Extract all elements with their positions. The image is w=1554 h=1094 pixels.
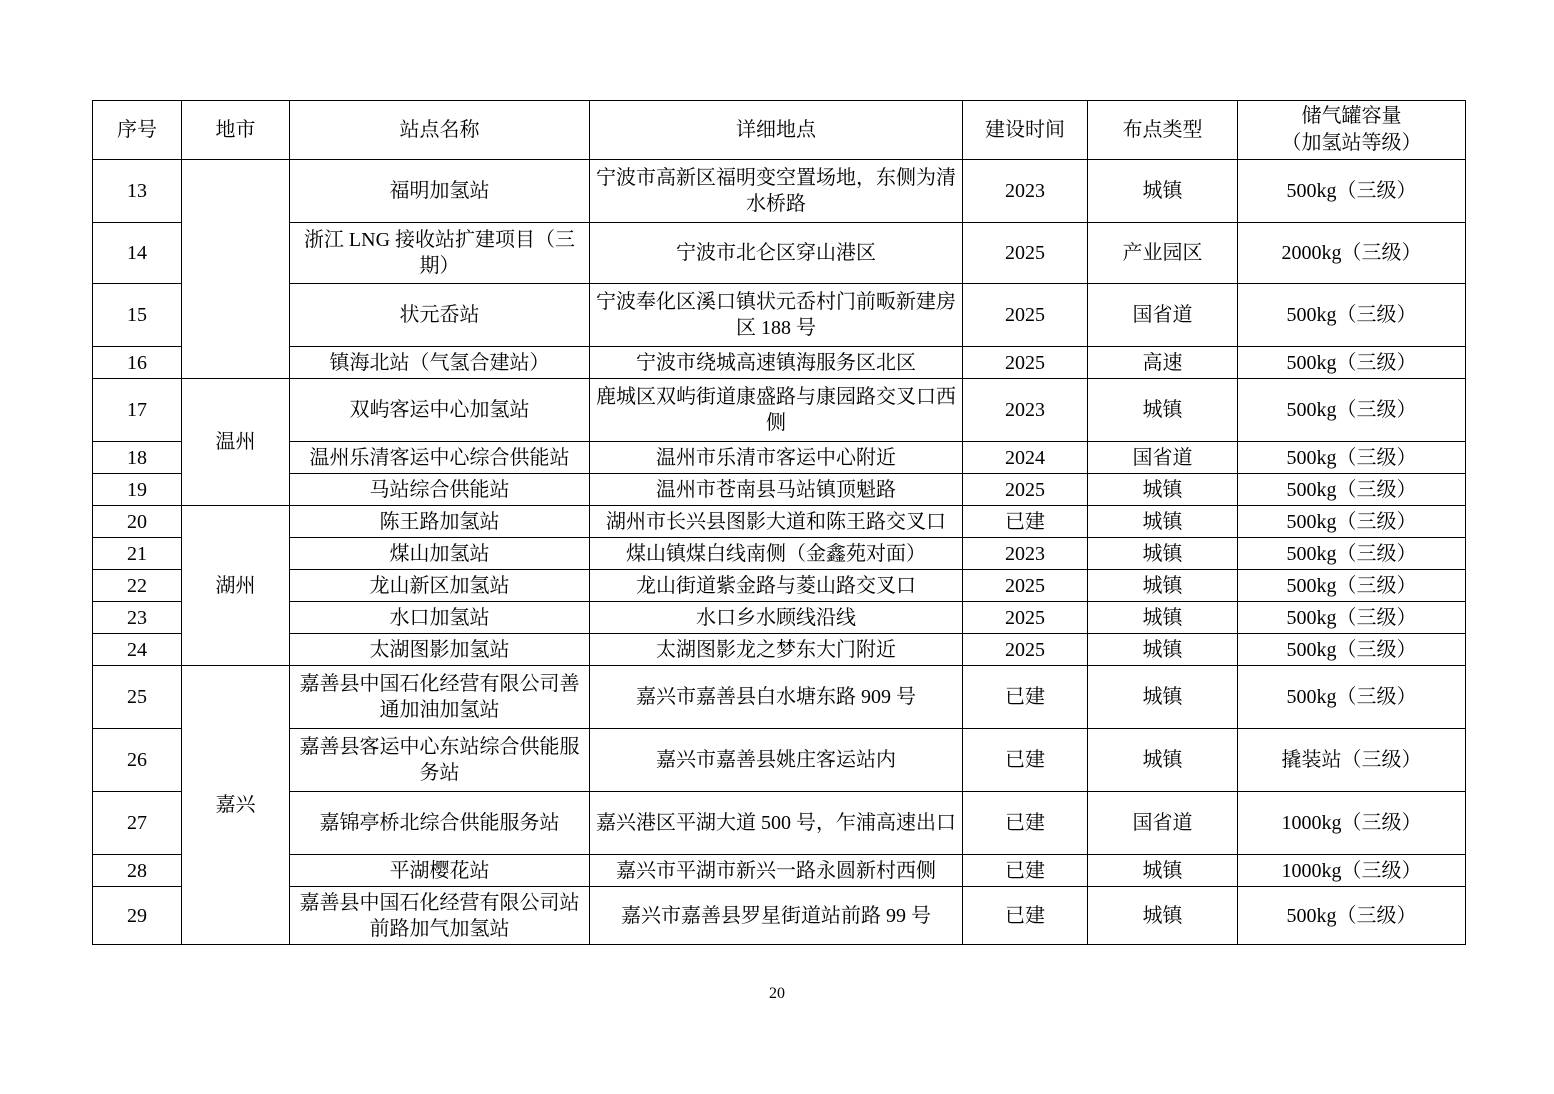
cell-station: 嘉善县客运中心东站综合供能服务站	[290, 729, 590, 792]
cell-station: 水口加氢站	[290, 602, 590, 634]
cell-seq: 13	[93, 160, 182, 223]
table-row	[93, 634, 1466, 666]
header-capacity-line2: （加氢站等级）	[1281, 132, 1422, 154]
cell-year: 已建	[963, 506, 1088, 538]
cell-year: 已建	[963, 729, 1088, 792]
cell-city-jiaxing: 嘉兴	[182, 666, 290, 945]
cell-address: 水口乡水顾线沿线	[590, 602, 963, 634]
cell-year: 已建	[963, 666, 1088, 729]
cell-address: 太湖图影龙之梦东大门附近	[590, 634, 963, 666]
cell-capacity: 500kg（三级）	[1238, 284, 1466, 347]
cell-station: 龙山新区加氢站	[290, 570, 590, 602]
cell-address: 宁波市北仑区穿山港区	[590, 223, 963, 284]
cell-station: 陈王路加氢站	[290, 506, 590, 538]
cell-type: 城镇	[1088, 602, 1238, 634]
cell-year: 2024	[963, 442, 1088, 474]
header-city: 地市	[182, 101, 290, 160]
cell-type: 国省道	[1088, 792, 1238, 855]
cell-seq: 22	[93, 570, 182, 602]
cell-type: 城镇	[1088, 634, 1238, 666]
cell-station: 状元岙站	[290, 284, 590, 347]
cell-type: 城镇	[1088, 538, 1238, 570]
table-row	[93, 887, 1466, 945]
cell-address: 宁波市高新区福明变空置场地，东侧为清水桥路	[590, 160, 963, 223]
cell-capacity: 500kg（三级）	[1238, 379, 1466, 442]
cell-type: 高速	[1088, 347, 1238, 379]
cell-seq: 28	[93, 855, 182, 887]
hydrogen-station-table	[92, 100, 1466, 945]
cell-capacity: 500kg（三级）	[1238, 602, 1466, 634]
cell-year: 2023	[963, 538, 1088, 570]
cell-station: 双屿客运中心加氢站	[290, 379, 590, 442]
table-row	[93, 347, 1466, 379]
cell-address: 鹿城区双屿街道康盛路与康园路交叉口西侧	[590, 379, 963, 442]
cell-capacity: 2000kg（三级）	[1238, 223, 1466, 284]
cell-capacity: 500kg（三级）	[1238, 634, 1466, 666]
cell-seq: 19	[93, 474, 182, 506]
cell-capacity: 500kg（三级）	[1238, 474, 1466, 506]
cell-capacity: 500kg（三级）	[1238, 442, 1466, 474]
cell-seq: 29	[93, 887, 182, 945]
cell-station: 马站综合供能站	[290, 474, 590, 506]
table-row	[93, 729, 1466, 792]
table-row	[93, 442, 1466, 474]
table-row	[93, 666, 1466, 729]
cell-capacity: 500kg（三级）	[1238, 666, 1466, 729]
cell-year: 2025	[963, 634, 1088, 666]
table-row	[93, 538, 1466, 570]
cell-year: 2025	[963, 347, 1088, 379]
cell-seq: 21	[93, 538, 182, 570]
table-row	[93, 474, 1466, 506]
cell-type: 城镇	[1088, 379, 1238, 442]
cell-address: 嘉兴市嘉善县白水塘东路 909 号	[590, 666, 963, 729]
cell-type: 城镇	[1088, 474, 1238, 506]
cell-address: 嘉兴港区平湖大道 500 号，乍浦高速出口	[590, 792, 963, 855]
cell-seq: 18	[93, 442, 182, 474]
cell-address: 煤山镇煤白线南侧（金鑫苑对面）	[590, 538, 963, 570]
table-row	[93, 284, 1466, 347]
cell-seq: 15	[93, 284, 182, 347]
cell-type: 城镇	[1088, 570, 1238, 602]
header-type: 布点类型	[1088, 101, 1238, 160]
table-header-row	[93, 101, 1466, 160]
table-row	[93, 506, 1466, 538]
cell-station: 煤山加氢站	[290, 538, 590, 570]
cell-type: 城镇	[1088, 506, 1238, 538]
table-row	[93, 602, 1466, 634]
header-capacity	[1238, 101, 1466, 160]
cell-capacity: 500kg（三级）	[1238, 538, 1466, 570]
cell-year: 2025	[963, 284, 1088, 347]
header-station: 站点名称	[290, 101, 590, 160]
cell-address: 龙山街道紫金路与菱山路交叉口	[590, 570, 963, 602]
cell-year: 已建	[963, 792, 1088, 855]
cell-station: 浙江 LNG 接收站扩建项目（三期）	[290, 223, 590, 284]
cell-station: 嘉善县中国石化经营有限公司善通加油加氢站	[290, 666, 590, 729]
table-row	[93, 855, 1466, 887]
cell-year: 已建	[963, 855, 1088, 887]
cell-address: 嘉兴市平湖市新兴一路永圆新村西侧	[590, 855, 963, 887]
cell-capacity: 500kg（三级）	[1238, 570, 1466, 602]
cell-address: 湖州市长兴县图影大道和陈王路交叉口	[590, 506, 963, 538]
cell-capacity: 500kg（三级）	[1238, 506, 1466, 538]
cell-station: 嘉锦亭桥北综合供能服务站	[290, 792, 590, 855]
cell-capacity: 撬装站（三级）	[1238, 729, 1466, 792]
cell-type: 城镇	[1088, 855, 1238, 887]
table-row	[93, 792, 1466, 855]
table-row	[93, 223, 1466, 284]
cell-station: 福明加氢站	[290, 160, 590, 223]
cell-station: 太湖图影加氢站	[290, 634, 590, 666]
cell-year: 2023	[963, 160, 1088, 223]
table-row	[93, 570, 1466, 602]
table-row	[93, 160, 1466, 223]
cell-seq: 14	[93, 223, 182, 284]
cell-seq: 25	[93, 666, 182, 729]
cell-seq: 27	[93, 792, 182, 855]
cell-year: 2025	[963, 474, 1088, 506]
table-row	[93, 379, 1466, 442]
cell-type: 城镇	[1088, 729, 1238, 792]
cell-seq: 16	[93, 347, 182, 379]
cell-station: 温州乐清客运中心综合供能站	[290, 442, 590, 474]
header-capacity-line1: 储气罐容量	[1301, 105, 1402, 127]
cell-year: 2023	[963, 379, 1088, 442]
cell-seq: 26	[93, 729, 182, 792]
cell-type: 产业园区	[1088, 223, 1238, 284]
cell-capacity: 500kg（三级）	[1238, 887, 1466, 945]
header-address: 详细地点	[590, 101, 963, 160]
cell-city-wenzhou: 温州	[182, 379, 290, 506]
cell-seq: 24	[93, 634, 182, 666]
cell-year: 2025	[963, 223, 1088, 284]
cell-seq: 17	[93, 379, 182, 442]
cell-type: 城镇	[1088, 666, 1238, 729]
cell-city-ningbo	[182, 160, 290, 379]
cell-address: 宁波奉化区溪口镇状元岙村门前畈新建房区 188 号	[590, 284, 963, 347]
cell-capacity: 1000kg（三级）	[1238, 855, 1466, 887]
header-seq: 序号	[93, 101, 182, 160]
cell-seq: 23	[93, 602, 182, 634]
cell-capacity: 1000kg（三级）	[1238, 792, 1466, 855]
cell-city-huzhou: 湖州	[182, 506, 290, 666]
cell-year: 2025	[963, 602, 1088, 634]
cell-seq: 20	[93, 506, 182, 538]
cell-type: 城镇	[1088, 160, 1238, 223]
cell-capacity: 500kg（三级）	[1238, 347, 1466, 379]
cell-year: 已建	[963, 887, 1088, 945]
cell-address: 嘉兴市嘉善县姚庄客运站内	[590, 729, 963, 792]
cell-station: 镇海北站（气氢合建站）	[290, 347, 590, 379]
cell-address: 温州市乐清市客运中心附近	[590, 442, 963, 474]
header-year: 建设时间	[963, 101, 1088, 160]
cell-address: 嘉兴市嘉善县罗星街道站前路 99 号	[590, 887, 963, 945]
cell-station: 嘉善县中国石化经营有限公司站前路加气加氢站	[290, 887, 590, 945]
cell-type: 城镇	[1088, 887, 1238, 945]
cell-type: 国省道	[1088, 284, 1238, 347]
cell-capacity: 500kg（三级）	[1238, 160, 1466, 223]
cell-address: 温州市苍南县马站镇顶魁路	[590, 474, 963, 506]
cell-type: 国省道	[1088, 442, 1238, 474]
cell-address: 宁波市绕城高速镇海服务区北区	[590, 347, 963, 379]
page-number: 20	[769, 985, 785, 1002]
cell-year: 2025	[963, 570, 1088, 602]
cell-station: 平湖樱花站	[290, 855, 590, 887]
